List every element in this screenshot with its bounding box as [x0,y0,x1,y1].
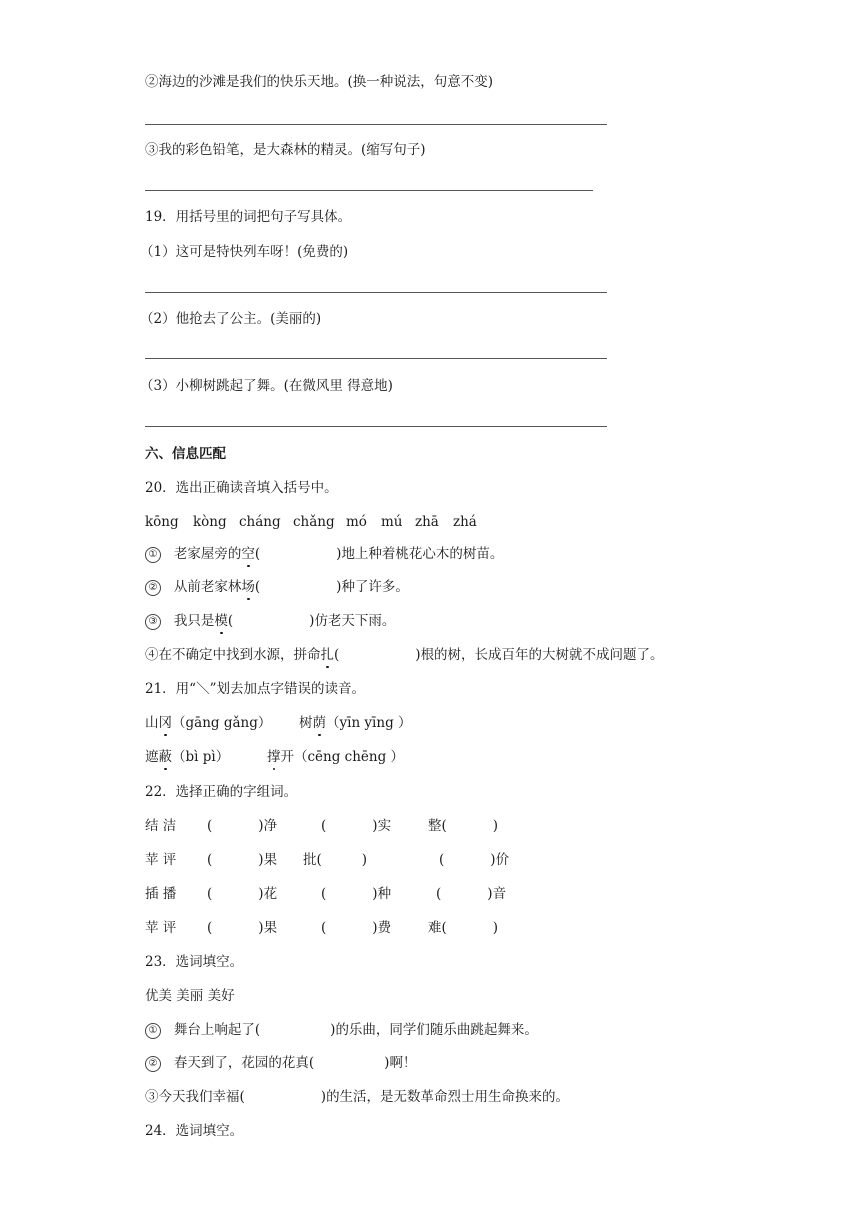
word-blank[interactable]: ( )净 [207,818,278,834]
word-blank[interactable]: ( )音 [436,886,507,902]
word-blank[interactable]: 整( ) [428,818,499,834]
dotted-char: 模 [214,613,228,629]
q24-title: 24．选词填空。 [145,1123,244,1139]
circled-number: ① [145,547,161,563]
q21-title: 21．用“＼”划去加点字错误的读音。 [145,681,365,697]
q21-item-3: 遮蔽（bì pì） [145,749,230,765]
dotted-char: 场 [241,579,255,595]
pinyin-option: mú [381,514,403,530]
word-blank[interactable]: 难( ) [428,920,499,936]
word-blank[interactable]: ( )果 [207,920,278,936]
pinyin-option: zhá [453,514,477,530]
q19-item-3: （3）小柳树跳起了舞。(在微风里 得意地) [140,378,393,394]
q20-title: 20．选出正确读音填入括号中。 [145,480,338,496]
word-blank[interactable]: ( )费 [321,920,392,936]
word-blank[interactable]: ( )种 [321,886,392,902]
word-blank[interactable]: ( )果 [207,852,278,868]
q20-item-1: ① 老家屋旁的空( )地上种着桃花心木的树苗。 [145,545,503,563]
pinyin-option: mó [346,514,367,530]
pinyin-option: chǎng [293,514,335,530]
q19-title: 19．用括号里的词把句子写具体。 [145,209,352,225]
dotted-char: 蔽 [158,749,172,765]
q18-item-2: ②海边的沙滩是我们的快乐天地。(换一种说法，句意不变) [145,74,494,90]
char-pair: 苹 评 [145,852,177,868]
char-pair: 苹 评 [145,920,177,936]
dotted-char: 荫 [312,715,326,731]
word-blank[interactable]: ( )实 [321,818,392,834]
circled-number: ① [145,1023,161,1039]
q23-item-1: ① 舞台上响起了( )的乐曲，同学们随乐曲跳起舞来。 [145,1021,538,1039]
q18-item-3: ③我的彩色铅笔，是大森林的精灵。(缩写句子) [145,142,426,158]
word-blank[interactable]: ( )价 [439,852,510,868]
dotted-char: 冈 [158,715,172,731]
pinyin-option: kōng [145,514,179,530]
answer-line[interactable] [145,124,607,125]
section-title: 六、信息匹配 [145,446,226,462]
q20-item-4: ④在不确定中找到水源，拼命扎( )根的树，长成百年的大树就不成问题了。 [145,647,664,663]
q20-item-3: ③ 我只是模( )仿老天下雨。 [145,612,395,630]
pinyin-options [145,513,477,531]
dotted-char: 撑 [267,749,281,765]
q21-item-1: 山冈（gāng gǎng） [145,715,272,731]
pinyin-option: zhā [415,514,439,530]
q19-item-2: （2）他抢去了公主。(美丽的) [140,311,322,327]
answer-line[interactable] [145,190,593,191]
word-blank[interactable]: ( )花 [207,886,278,902]
q19-item-1: （1）这可是特快列车呀！(免费的) [140,244,349,260]
answer-line[interactable] [145,426,607,427]
q20-item-2: ② 从前老家林场( )种了许多。 [145,578,409,596]
circled-number: ③ [145,614,161,630]
char-pair: 结 洁 [145,818,177,834]
q23-title: 23．选词填空。 [145,954,244,970]
pinyin-option: cháng [239,514,281,530]
word-bank: 优美 美丽 美好 [145,988,235,1004]
q22-title: 22．选择正确的字组词。 [145,784,298,800]
circled-number: ② [145,580,161,596]
q23-item-3: ③今天我们幸福( )的生活，是无数革命烈士用生命换来的。 [145,1089,570,1105]
pinyin-option: kòng [193,514,227,530]
dotted-char: 扎 [320,647,334,663]
word-blank[interactable]: 批( ) [303,852,368,868]
circled-number: ② [145,1056,161,1072]
q21-item-4: 撑开（cēng chēng ） [267,749,405,765]
char-pair: 插 播 [145,886,177,902]
answer-line[interactable] [145,358,607,359]
dotted-char: 空 [241,546,255,562]
answer-line[interactable] [145,292,607,293]
q23-item-2: ② 春天到了，花园的花真( )啊！ [145,1054,416,1072]
q21-item-2: 树荫（yīn yīng ） [299,715,412,731]
